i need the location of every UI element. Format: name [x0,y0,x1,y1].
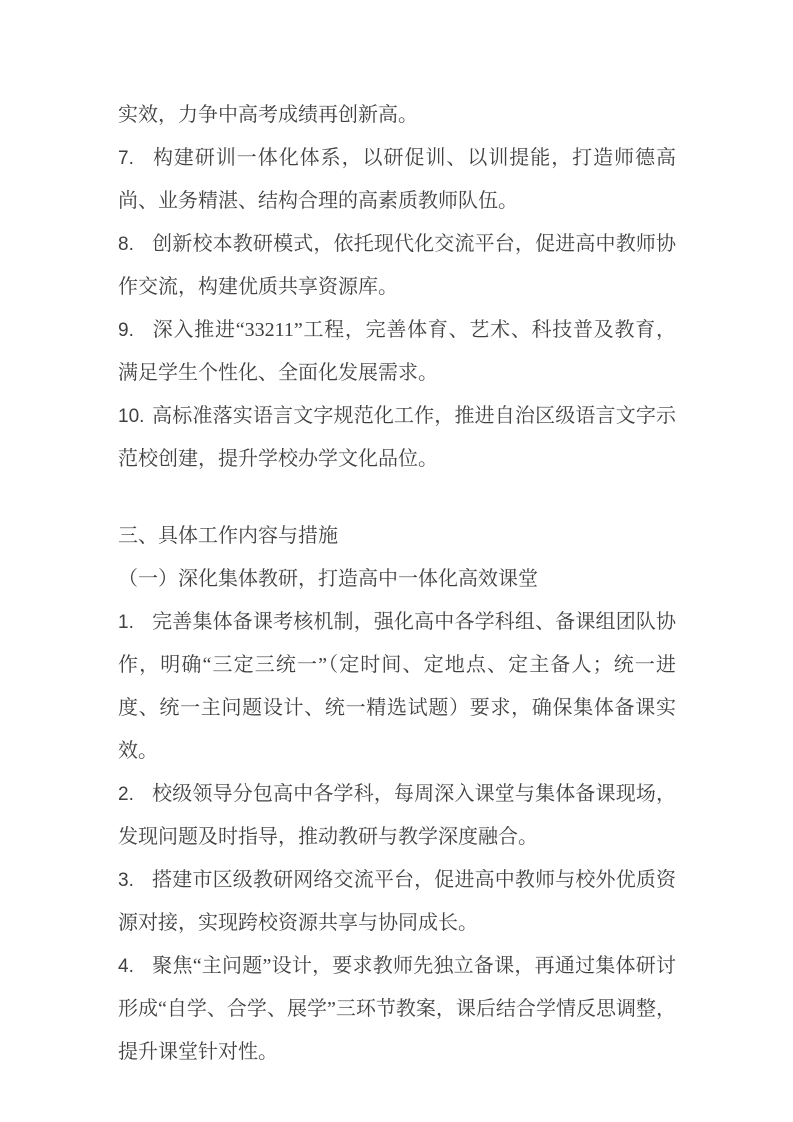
item-text: 创新校本教研模式，依托现代化交流平台，促进高中教师协作交流，构建优质共享资源库。 [118,233,676,298]
numbered-item [118,601,676,773]
item-text: 校级领导分包高中各学科，每周深入课堂与集体备课现场，发现问题及时指导，推动教研与教学深度融合。 [118,783,676,848]
item-text: 深入推进“33211”工程，完善体育、艺术、科技普及教育，满足学生个性化、全面化发展需求。 [118,319,676,384]
numbered-item [118,945,676,1074]
item-text: 高标准落实语言文字规范化工作，推进自治区级语言文字示范校创建，提升学校办学文化品位。 [118,405,676,470]
item-number: 4. [118,956,134,977]
numbered-item [118,309,676,395]
numbered-item [118,395,676,481]
blank-line-spacer [118,481,676,515]
item-number: 2. [118,784,134,805]
item-number: 1. [118,612,134,633]
numbered-item [118,137,676,223]
numbered-item [118,223,676,309]
section-heading: 三、具体工作内容与措施 [118,525,338,547]
numbered-list-sub [118,601,676,1074]
item-text: 聚焦“主问题”设计，要求教师先独立备课，再通过集体研讨形成“自学、合学、展学”三环节教案，课后结合学情反思调整，提升课堂针对性。 [118,955,676,1063]
item-text: 搭建市区级教研网络交流平台，促进高中教师与校外优质资源对接，实现跨校资源共享与协同成长。 [118,869,676,934]
paragraph-continuation: 实效，力争中高考成绩再创新高。 [118,104,418,126]
numbered-item [118,773,676,859]
item-text: 构建研训一体化体系，以研促训、以训提能，打造师德高尚、业务精湛、结构合理的高素质教师队伍。 [118,147,676,212]
numbered-item [118,859,676,945]
item-number: 7. [118,148,134,169]
numbered-list-top [118,137,676,481]
item-text: 完善集体备课考核机制，强化高中各学科组、备课组团队协作，明确“三定三统一”（定时间、定地点、定主备人；统一进度、统一主问题设计、统一精选试题）要求，确保集体备课实效。 [118,611,676,762]
item-number: 10. [118,406,145,427]
item-number: 8. [118,234,134,255]
item-number: 9. [118,320,134,341]
subsection-heading: （一）深化集体教研，打造高中一体化高效课堂 [118,568,538,590]
item-number: 3. [118,870,134,891]
